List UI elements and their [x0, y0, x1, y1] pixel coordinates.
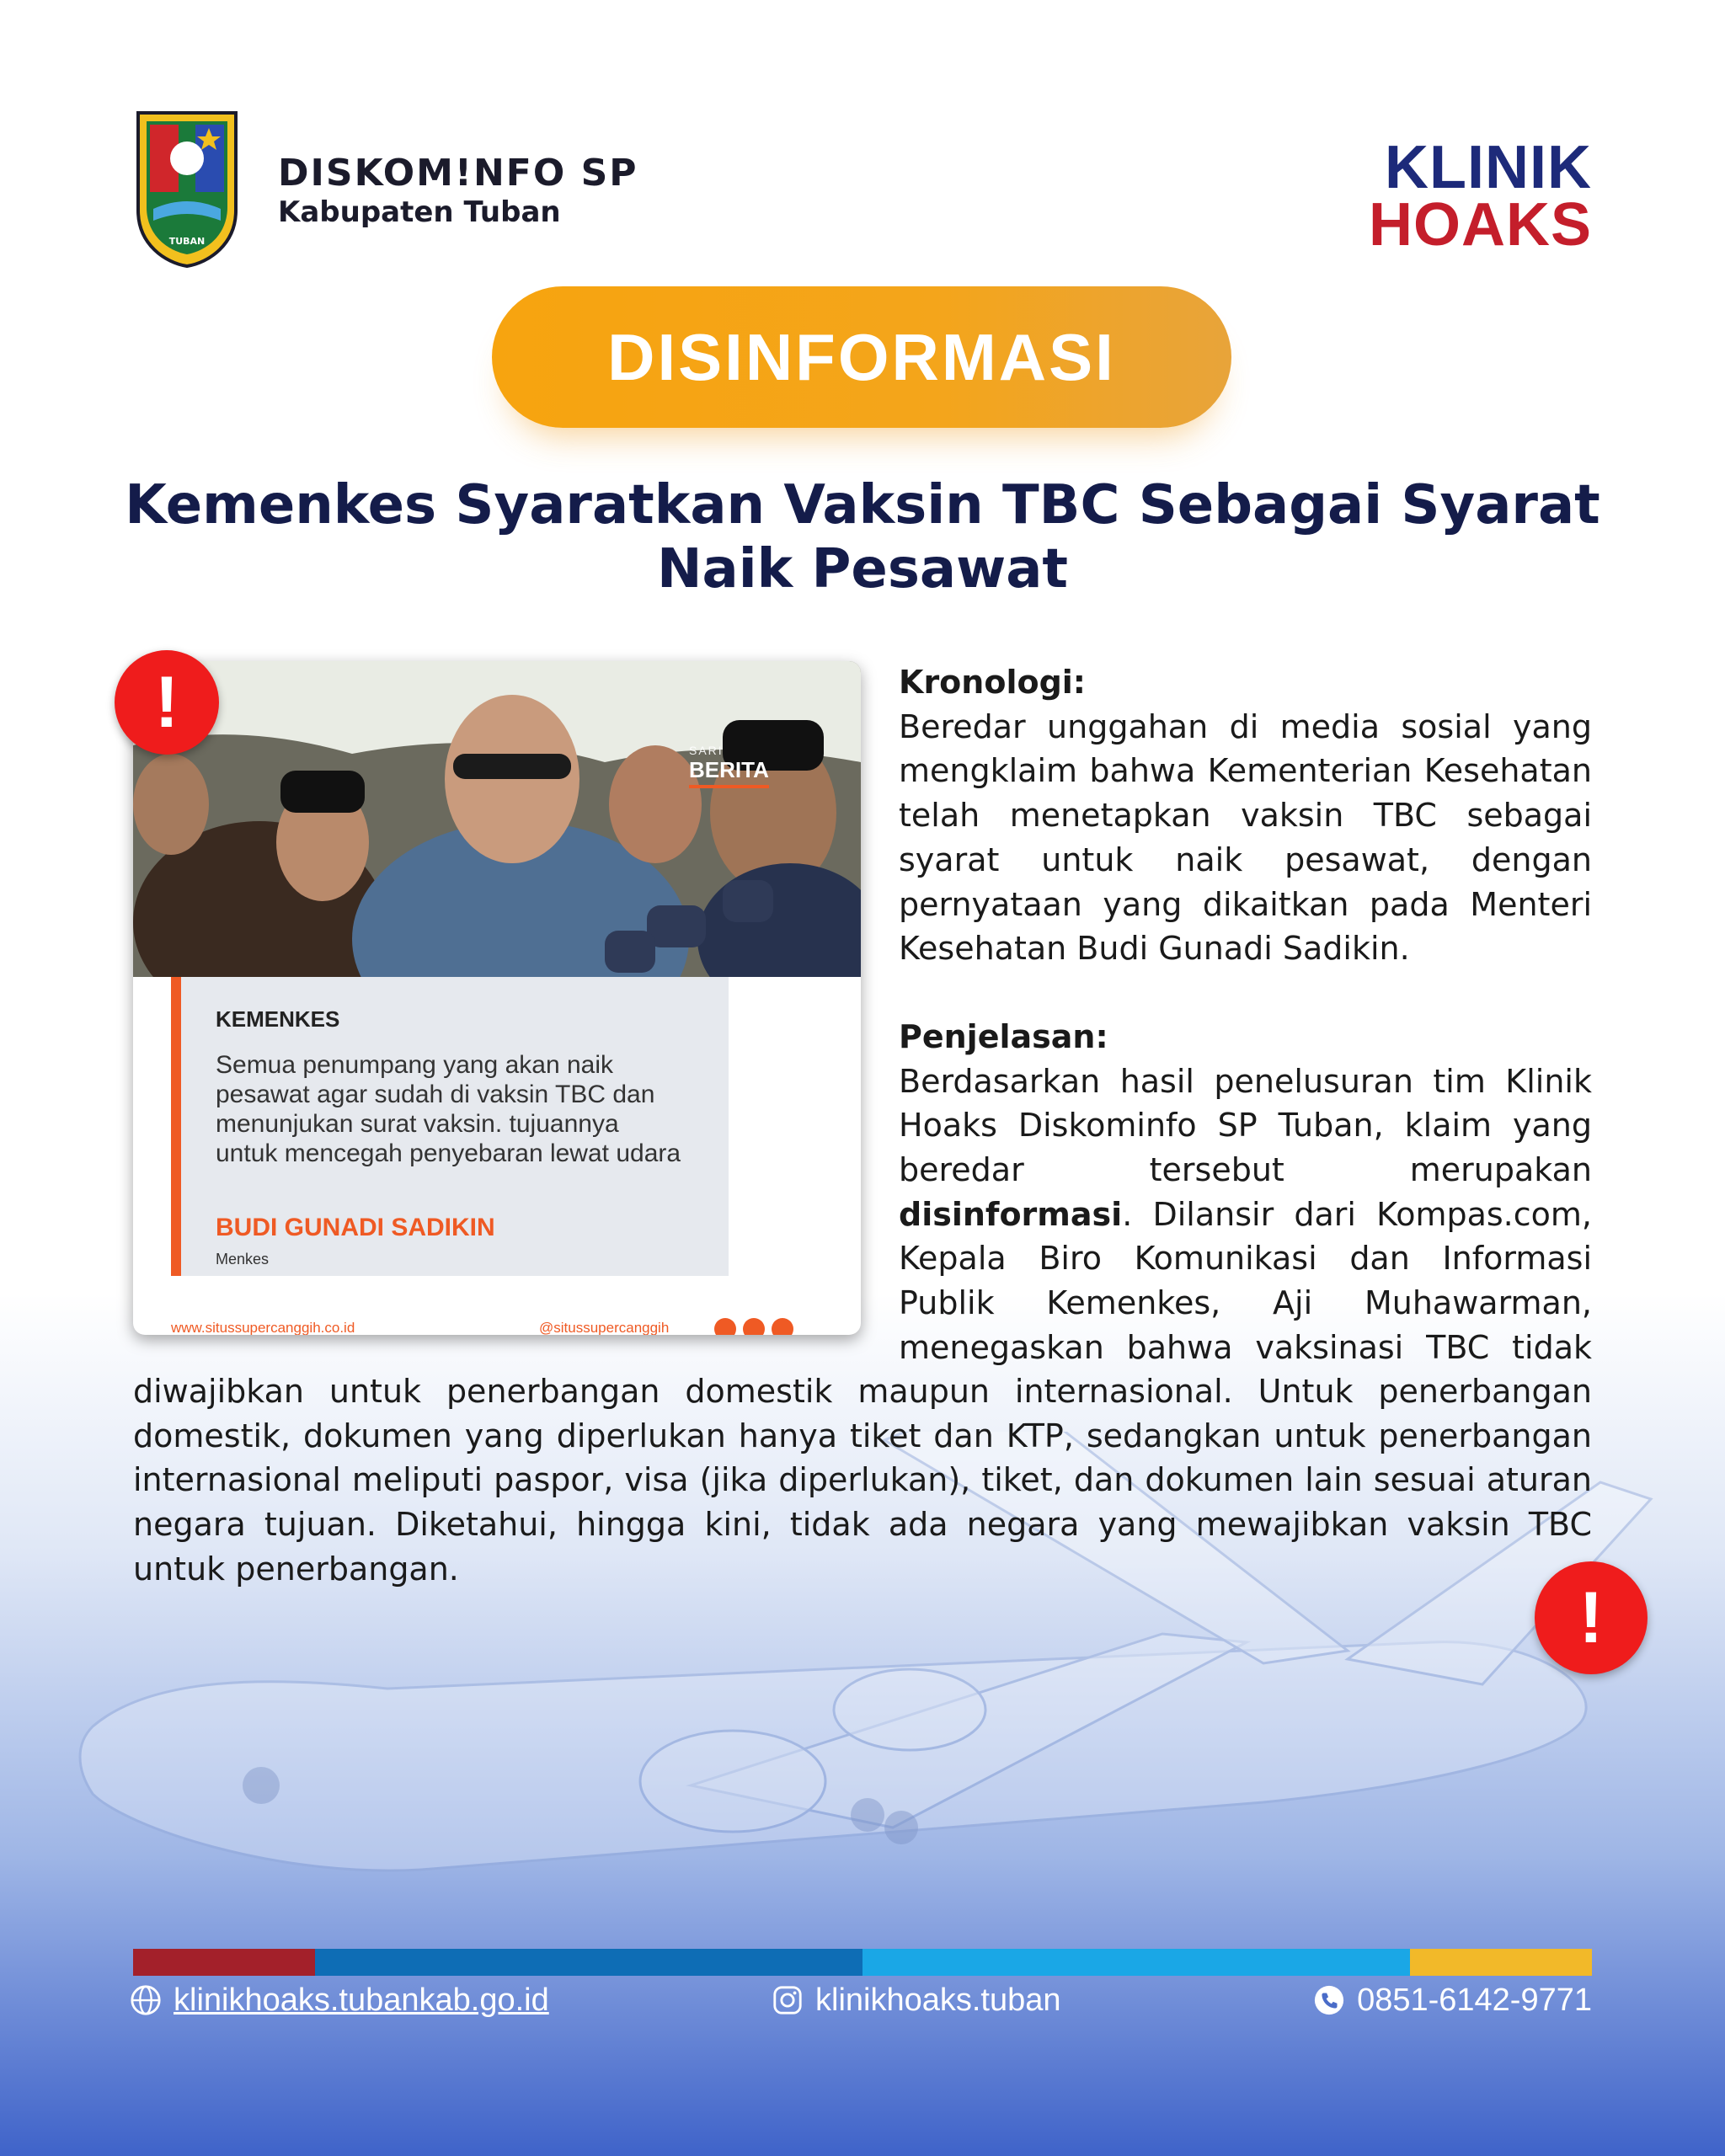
stripe-yellow — [1410, 1949, 1592, 1976]
twitter-icon — [772, 1318, 793, 1335]
instagram-icon — [743, 1318, 765, 1335]
org-name: DISKOM!NFO SP — [278, 152, 638, 195]
hoax-screenshot-card — [133, 661, 861, 1335]
facebook-icon — [714, 1318, 736, 1335]
penjelasan-text-before: Berdasarkan hasil penelusuran tim Klinik Hoaks Diskominfo SP Tuban, klaim yang beredar tersebut merupakan — [899, 1062, 1592, 1189]
stripe-blue — [315, 1949, 862, 1976]
website-link[interactable]: klinikhoaks.tubankab.go.id — [174, 1982, 549, 2018]
phone-number[interactable]: 0851-6142-9771 — [1357, 1982, 1592, 2018]
tuban-emblem-logo — [133, 109, 241, 268]
stripe-cyan — [862, 1949, 1410, 1976]
penjelasan-heading: Penjelasan: — [899, 1017, 1108, 1055]
channel-big: BERITA — [689, 757, 769, 788]
footer-phone[interactable] — [1313, 1979, 1592, 2021]
kronologi-heading: Kronologi: — [899, 664, 1087, 701]
klinik-hoaks-logo — [1368, 134, 1592, 259]
brand-line-2: HOAKS — [1368, 191, 1592, 259]
card-social-icons — [714, 1318, 793, 1335]
quote-role: Menkes — [216, 1251, 270, 1267]
instagram-handle[interactable]: klinikhoaks.tuban — [815, 1982, 1061, 2018]
org-subtitle: Kabupaten Tuban — [278, 195, 561, 229]
badge-label: DISINFORMASI — [607, 319, 1116, 394]
alert-symbol: ! — [1578, 1577, 1604, 1658]
page-title: Kemenkes Syaratkan Vaksin TBC Sebagai Syarat Naik Pesawat — [125, 474, 1600, 600]
card-website: www.situssupercanggih.co.id — [171, 1320, 355, 1335]
stripe-red — [133, 1949, 315, 1976]
footer-instagram[interactable] — [772, 1979, 1061, 2021]
alert-icon — [1535, 1561, 1648, 1674]
instagram-icon — [772, 1984, 804, 2016]
quote-heading: KEMENKES — [216, 1006, 340, 1032]
channel-watermark — [689, 744, 769, 788]
brand-line-1: KLINIK — [1385, 134, 1592, 201]
alert-icon — [115, 650, 219, 755]
phone-icon — [1313, 1984, 1345, 2016]
quote-author: BUDI GUNADI SADIKIN — [216, 1214, 495, 1241]
penjelasan-text — [899, 1059, 1592, 1370]
kronologi-text: Beredar unggahan di media sosial yang mengklaim bahwa Kementerian Kesehatan telah menetapkan vaksin TBC sebagai syarat untuk naik pesawat, dengan pernyataan yang dikaitkan pada Menteri Kesehatan Budi Gunadi Sadikin. — [899, 707, 1592, 968]
globe-icon — [130, 1984, 162, 2016]
disinformasi-badge — [492, 286, 1231, 428]
quote-text: Semua penumpang yang akan naik pesawat agar sudah di vaksin TBC dan menunjukan surat vaksin. tujuannya untuk mencegah penyebaran lewat udara — [216, 1051, 681, 1167]
alert-symbol: ! — [154, 662, 179, 743]
penjelasan-bold: disinformasi — [899, 1195, 1123, 1233]
emblem-text: TUBAN — [168, 236, 206, 247]
press-conference-photo — [133, 661, 861, 977]
article-continuation: diwajibkan untuk penerbangan domestik maupun internasional. Untuk penerbangan domestik, dokumen yang diperlukan hanya tiket dan KTP, sedangkan untuk penerbangan internasional meliputi paspor, visa (jika diperlukan), tiket, dan dokumen lain sesuai aturan negara tujuan. Diketahui, hingga kini, tidak ada negara yang mewajibkan vaksin TBC untuk penerbangan. — [133, 1373, 1592, 1588]
penjelasan-text-after: . Dilansir dari Kompas.com, Kepala Biro Komunikasi dan Informasi Publik Kemenkes, Aji Muhawarman, menegaskan bahwa vaksinasi TBC tidak — [899, 1195, 1592, 1366]
article-right-column — [899, 660, 1592, 1370]
card-handle: @situssupercanggih — [539, 1320, 670, 1335]
channel-small: SARI — [689, 744, 724, 757]
footer-website[interactable] — [130, 1979, 549, 2021]
color-stripe — [133, 1949, 1592, 1976]
